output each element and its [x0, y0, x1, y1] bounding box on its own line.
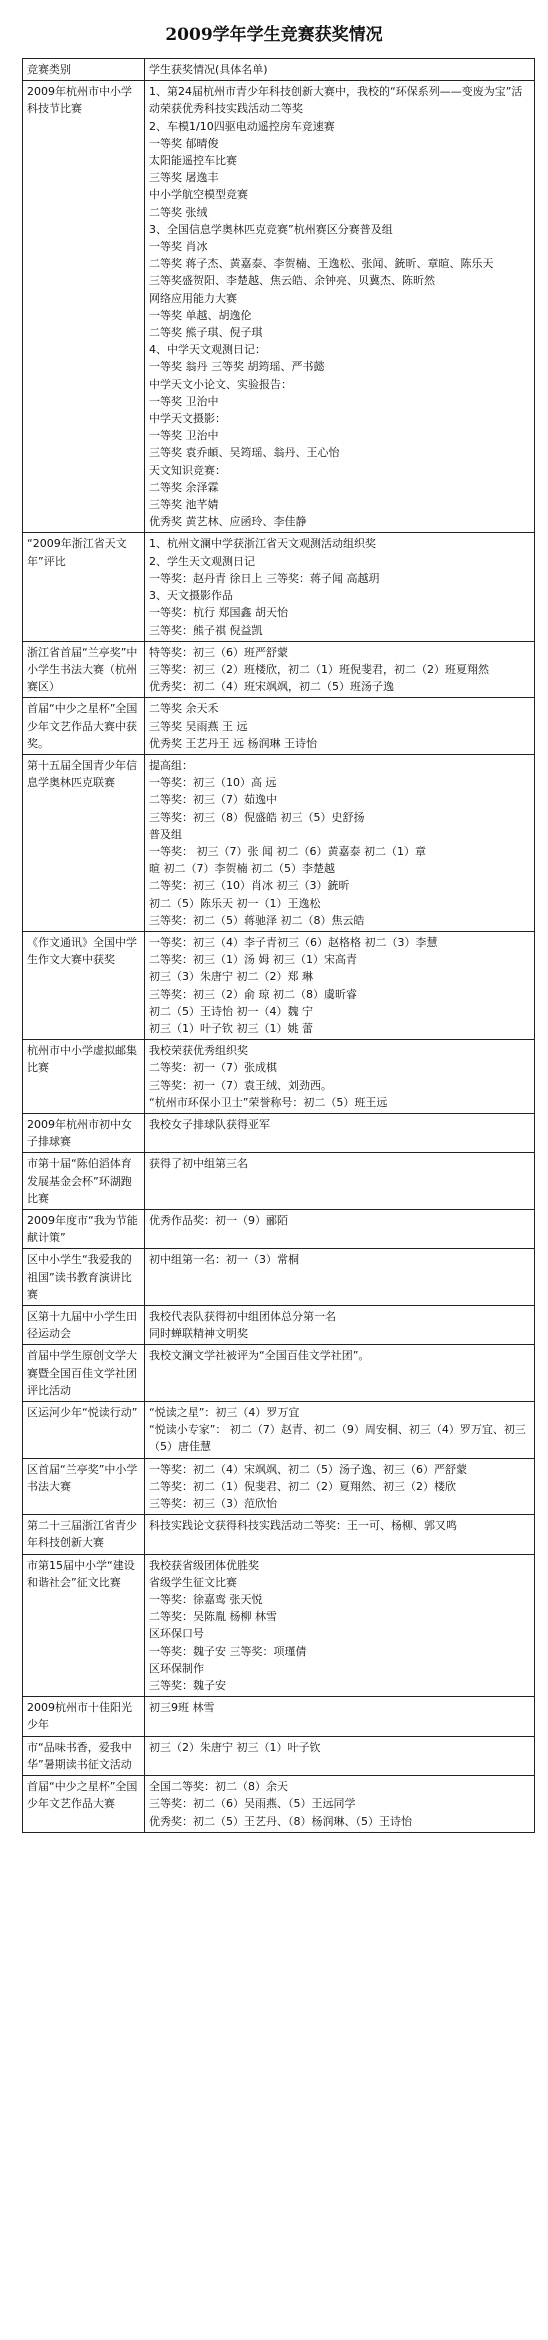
winner-line: 二等奖：初二（1）倪斐君、初二（2）夏翔然、初三（2）楼欣 — [149, 1479, 456, 1493]
winner-line: 三等奖：熊子祺 倪益凯 — [149, 623, 263, 637]
winner-line: 我校女子排球队获得亚军 — [149, 1117, 270, 1131]
winner-line: “悦读小专家”： 初二（7）赵青、初二（9）周安桐、初三（4）罗万宜、初三（5）唐佳慧 — [149, 1423, 526, 1454]
competition-category: 第十五届全国青少年信息学奥林匹克联赛 — [23, 754, 145, 931]
winner-line: 三等奖 池芊婧 — [149, 498, 219, 512]
winner-line: 优秀奖 王艺丹王 远 杨润琳 王诗怡 — [149, 736, 317, 750]
winner-line: 中学天文摄影： — [149, 412, 226, 426]
table-body — [23, 81, 535, 1833]
winner-line: 初二（5）陈乐天 初一（1）王逸松 — [149, 896, 321, 910]
winner-line: 三等奖：初三（3）范欣怡 — [149, 1497, 277, 1511]
header-category: 竞赛类别 — [23, 59, 145, 81]
page-title: 2009学年学生竞赛获奖情况 — [165, 25, 383, 45]
winner-line: 一等奖：魏子安 三等奖：项瑾倩 — [149, 1644, 307, 1658]
winner-line: 二等奖 张绒 — [149, 205, 208, 219]
winners-cell — [145, 1697, 535, 1736]
winner-line: 初中组第一名：初一（3）常桐 — [149, 1253, 299, 1267]
winner-line: 三等奖：初一（7）袁王绒、刘劲西。 — [149, 1078, 332, 1092]
competition-category: 区首届“兰亭奖”中小学书法大赛 — [23, 1458, 145, 1515]
winner-line: 区环保制作 — [149, 1661, 204, 1675]
table-row — [23, 81, 535, 533]
competition-category: 2009年杭州市初中女子排球赛 — [23, 1113, 145, 1152]
winner-line: 网络应用能力大赛 — [149, 291, 237, 305]
winner-line: 初三9班 林雪 — [149, 1701, 215, 1715]
table-row — [23, 1153, 535, 1210]
winner-line: 一等奖：初三（10）高 远 — [149, 776, 277, 790]
winners-cell — [145, 698, 535, 755]
winner-line: 3、全国信息学奥林匹克竞赛”杭州赛区分赛普及组 — [149, 222, 393, 236]
table-row — [23, 1249, 535, 1306]
winner-line: 2、车模1/10四驱电动遥控房车竞速赛 — [149, 119, 335, 133]
winner-line: 1、第24届杭州市青少年科技创新大赛中，我校的“环保系列——变废为宝”活动荣获优秀科技实践活动二等奖 — [149, 85, 523, 116]
winner-line: 二等奖 余天禾 — [149, 702, 219, 716]
winner-line: 我校文澜文学社被评为“全国百佳文学社团”。 — [149, 1349, 370, 1363]
winner-line: 初三（2）朱唐宁 初三（1）叶子钦 — [149, 1740, 321, 1754]
winners-cell — [145, 1113, 535, 1152]
winners-cell — [145, 1515, 535, 1554]
winner-line: 三等奖：初二（6）吴雨燕、（5）王远同学 — [149, 1797, 356, 1811]
winner-line: 二等奖 熊子琪、倪子琪 — [149, 326, 263, 340]
winner-line: 我校代表队获得初中组团体总分第一名 — [149, 1310, 336, 1324]
winner-line: 我校荣获优秀组织奖 — [149, 1044, 248, 1058]
winners-cell — [145, 1153, 535, 1210]
winner-line: 优秀奖：初二（5）王艺丹、（8）杨润琳、（5）王诗怡 — [149, 1814, 412, 1828]
competition-category: “2009年浙江省天文年”评比 — [23, 533, 145, 641]
winner-line: 普及组 — [149, 827, 182, 841]
winner-line: 二等奖 蒋子杰、黄嘉泰、李贺楠、王逸松、张闻、銃昕、章暄、陈乐天 — [149, 257, 494, 271]
winner-line: 一等奖：赵丹青 徐日上 三等奖：蒋子闻 高越玥 — [149, 571, 380, 585]
winner-line: 三等奖盛贺阳、李楚越、焦云皓、余钟亮、贝冀杰、陈昕然 — [149, 274, 435, 288]
header-winners: 学生获奖情况(具体名单) — [145, 59, 535, 81]
table-row — [23, 1736, 535, 1775]
competition-category: 区第十九届中小学生田径运动会 — [23, 1306, 145, 1345]
competition-category: 区中小学生“我爱我的祖国”读书教育演讲比赛 — [23, 1249, 145, 1306]
winner-line: 初三（3）朱唐宁 初二（2）郑 琳 — [149, 970, 313, 984]
winners-cell — [145, 641, 535, 698]
table-row — [23, 698, 535, 755]
winner-line: 三等奖 袁乔頔、吴筠瑶、翁丹、王心怡 — [149, 446, 340, 460]
competition-category: 《作文通讯》全国中学生作文大赛中获奖 — [23, 931, 145, 1039]
winners-cell — [145, 1345, 535, 1402]
winner-line: 省级学生征文比赛 — [149, 1575, 237, 1589]
winner-line: 中学天文小论文、实验报告： — [149, 377, 292, 391]
winner-line: 二等奖：初三（10）肖冰 初三（3）銃昕 — [149, 879, 350, 893]
competition-category: 浙江省首届“兰亭奖”中小学生书法大赛（杭州赛区） — [23, 641, 145, 698]
winner-line: 暄 初二（7）李贺楠 初二（5）李楚越 — [149, 862, 335, 876]
winner-line: 一等奖： 初三（7）张 闻 初二（6）黄嘉泰 初二（1）章 — [149, 844, 426, 858]
competition-category: 首届中学生原创文学大赛暨全国百佳文学社团评比活动 — [23, 1345, 145, 1402]
winners-cell — [145, 754, 535, 931]
table-row — [23, 1402, 535, 1459]
winner-line: 三等奖：初三（8）倪盛皓 初三（5）史舒扬 — [149, 810, 365, 824]
winner-line: 2、学生天文观测日记 — [149, 554, 255, 568]
winner-line: 优秀奖 黄艺林、应函玲、李佳静 — [149, 515, 307, 529]
table-row — [23, 1113, 535, 1152]
table-row — [23, 1210, 535, 1249]
table-row — [23, 1515, 535, 1554]
winner-line: 三等奖 屠逸丰 — [149, 171, 219, 185]
winner-line: 太阳能遥控车比赛 — [149, 154, 237, 168]
winner-line: 一等奖：初二（4）宋飒飒、初二（5）汤子逸、初三（6）严舒蒙 — [149, 1462, 467, 1476]
table-row — [23, 754, 535, 931]
winner-line: 一等奖 郁晴俊 — [149, 136, 219, 150]
winner-line: 三等奖：初二（5）蒋驰泽 初二（8）焦云皓 — [149, 913, 365, 927]
table-row — [23, 641, 535, 698]
winners-cell — [145, 1736, 535, 1775]
winners-cell — [145, 931, 535, 1039]
winner-line: 中小学航空模型竞赛 — [149, 188, 248, 202]
winner-line: “悦读之星”：初三（4）罗万宜 — [149, 1406, 300, 1420]
winner-line: 区环保口号 — [149, 1627, 204, 1641]
winner-line: 3、天文摄影作品 — [149, 589, 233, 603]
winner-line: 1、杭州文澜中学获浙江省天文观测活动组织奖 — [149, 537, 376, 551]
winner-line: 一等奖：初三（4）李子青初三（6）赵格格 初二（3）李慧 — [149, 935, 438, 949]
winners-cell — [145, 1458, 535, 1515]
winners-cell — [145, 1402, 535, 1459]
winner-line: 二等奖 余泽霖 — [149, 480, 219, 494]
competition-category: 2009年杭州市中小学科技节比赛 — [23, 81, 145, 533]
winner-line: 科技实践论文获得科技实践活动二等奖：王一可、杨柳、郭又鸣 — [149, 1519, 457, 1533]
winner-line: 一等奖：杭行 郑国鑫 胡天怡 — [149, 606, 288, 620]
winner-line: 一等奖 卫治中 — [149, 394, 219, 408]
winner-line: 二等奖：初三（7）茹逸中 — [149, 793, 277, 807]
winners-cell — [145, 1776, 535, 1833]
winner-line: 同时蝉联精神文明奖 — [149, 1327, 248, 1341]
winners-cell — [145, 1210, 535, 1249]
table-row — [23, 931, 535, 1039]
table-row — [23, 1697, 535, 1736]
winners-cell — [145, 1306, 535, 1345]
winner-line: 一等奖：徐嘉鸾 张天悦 — [149, 1593, 263, 1607]
table-row — [23, 1776, 535, 1833]
winner-line: 二等奖：吴陈胤 杨柳 林雪 — [149, 1610, 277, 1624]
winner-line: 优秀作品奖：初一（9）郦陌 — [149, 1214, 288, 1227]
winners-cell — [145, 1040, 535, 1114]
winner-line: “杭州市环保小卫士”荣誉称号：初二（5）班王远 — [149, 1095, 388, 1109]
competition-category: 市第十届“陈伯滔体育发展基金会杯”环湖跑比赛 — [23, 1153, 145, 1210]
table-row — [23, 533, 535, 641]
winner-line: 天文知识竞赛： — [149, 463, 226, 477]
winner-line: 一等奖 肖冰 — [149, 240, 208, 254]
table-row — [23, 1306, 535, 1345]
winner-line: 二等奖：初一（7）张成棋 — [149, 1061, 277, 1075]
awards-table — [22, 58, 535, 1833]
competition-category: 2009杭州市十佳阳光少年 — [23, 1697, 145, 1736]
table-row — [23, 1040, 535, 1114]
winner-line: 三等奖：魏子安 — [149, 1679, 226, 1693]
competition-category: 市第15届中小学“建设和谐社会”征文比赛 — [23, 1554, 145, 1697]
winner-line: 一等奖 单越、胡逸伦 — [149, 308, 252, 322]
winner-line: 三等奖：初三（2）班楼欣，初二（1）班倪斐君，初二（2）班夏翔然 — [149, 662, 489, 676]
winner-line: 三等奖：初三（2）俞 琼 初二（8）虞昕睿 — [149, 987, 357, 1001]
winner-line: 提高组： — [149, 758, 193, 772]
competition-category: 2009年度市“我为节能献计策” — [23, 1210, 145, 1249]
winner-line: 4、中学天文观测日记： — [149, 343, 266, 357]
winner-line: 我校获省级团体优胜奖 — [149, 1558, 259, 1572]
winner-line: 优秀奖：初二（4）班宋飒飒，初二（5）班汤子逸 — [149, 680, 394, 694]
competition-category: 杭州市中小学虚拟邮集比赛 — [23, 1040, 145, 1114]
winner-line: 全国二等奖：初二（8）余天 — [149, 1780, 288, 1794]
winners-cell — [145, 1249, 535, 1306]
winner-line: 特等奖：初三（6）班严舒蒙 — [149, 645, 288, 659]
competition-category: 首届“中少之星杯”全国少年文艺作品大赛 — [23, 1776, 145, 1833]
table-row — [23, 1458, 535, 1515]
competition-category: 第二十三届浙江省青少年科技创新大赛 — [23, 1515, 145, 1554]
competition-category: 首届“中少之星杯”全国少年文艺作品大赛中获奖。 — [23, 698, 145, 755]
winner-line: 初三（1）叶子钦 初三（1）姚 蕾 — [149, 1021, 313, 1035]
competition-category: 区运河少年“悦读行动” — [23, 1402, 145, 1459]
winner-line: 二等奖：初三（1）汤 姆 初三（1）宋高青 — [149, 953, 357, 967]
winner-line: 获得了初中组第三名 — [149, 1157, 248, 1171]
winners-cell — [145, 1554, 535, 1697]
winner-line: 一等奖 翁丹 三等奖 胡筠瑶、严书懿 — [149, 360, 325, 374]
table-header-row — [23, 59, 535, 81]
table-row — [23, 1554, 535, 1697]
winner-line: 三等奖 吴雨燕 王 远 — [149, 719, 248, 733]
winner-line: 初二（5）王诗怡 初一（4）魏 宁 — [149, 1004, 313, 1018]
competition-category: 市“品味书香，爱我中华”暑期读书征文活动 — [23, 1736, 145, 1775]
winners-cell — [145, 533, 535, 641]
winners-cell — [145, 81, 535, 533]
winner-line: 一等奖 卫治中 — [149, 429, 219, 443]
table-row — [23, 1345, 535, 1402]
